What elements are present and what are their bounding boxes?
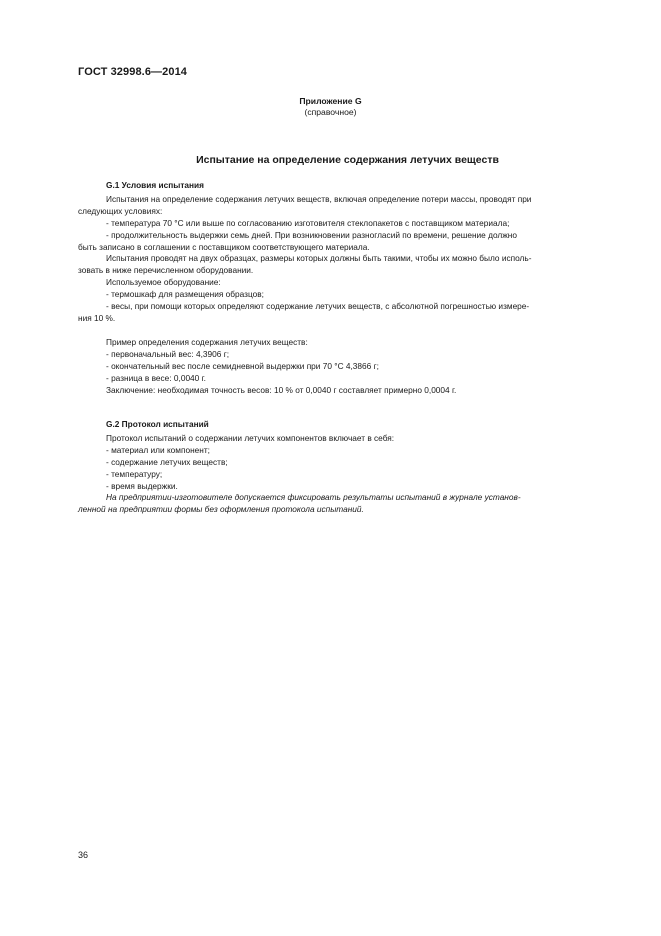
list-item: - продолжительность выдержки семь дней. При возникновении разногласий по времени, решение должно xyxy=(106,229,517,240)
section-g2 xyxy=(78,419,616,516)
page-number: 36 xyxy=(78,850,89,860)
list-item: - время выдержки. xyxy=(106,480,178,491)
paragraph-text: ния 10 %. xyxy=(78,312,116,323)
note-text: ленной на предприятии формы без оформления протокола испытаний. xyxy=(78,504,364,515)
section-g2-heading: G.2 Протокол испытаний xyxy=(106,419,209,429)
list-item: - содержание летучих веществ; xyxy=(106,456,228,467)
paragraph-text: Испытания на определение содержания летучих веществ, включая определение потери массы, проводят при xyxy=(106,193,532,204)
section-g1 xyxy=(78,180,616,396)
section-g1-heading: G.1 Условия испытания xyxy=(106,180,204,190)
paragraph-text: быть записано в соглашении с поставщиком соответствующего материала. xyxy=(78,241,370,252)
annex-title: Приложение G xyxy=(299,96,362,106)
list-item: - температура 70 °С или выше по согласованию изготовителя стеклопакетов с поставщиком материала; xyxy=(106,217,510,228)
page-title: Испытание на определение содержания летучих веществ xyxy=(196,154,499,166)
paragraph-text: следующих условиях: xyxy=(78,205,163,216)
list-item: - окончательный вес после семидневной выдержки при 70 °С 4,3866 г; xyxy=(106,360,379,371)
paragraph-text: зовать в ниже перечисленном оборудовании. xyxy=(78,265,254,276)
list-item: - термошкаф для размещения образцов; xyxy=(106,289,264,300)
annex-heading xyxy=(0,96,661,118)
annex-subtitle: (справочное) xyxy=(304,107,357,117)
paragraph-text: Пример определения содержания летучих веществ: xyxy=(106,336,308,347)
list-item: - температуру; xyxy=(106,468,163,479)
list-item: - материал или компонент; xyxy=(106,444,210,455)
paragraph-text: Испытания проводят на двух образцах, размеры которых должны быть такими, чтобы их можно было исполь- xyxy=(106,253,532,264)
paragraph-text: Используемое оборудование: xyxy=(106,277,221,288)
list-item: - первоначальный вес: 4,3906 г; xyxy=(106,348,230,359)
document-header: ГОСТ 32998.6—2014 xyxy=(78,66,188,78)
list-item: - разница в весе: 0,0040 г. xyxy=(106,372,206,383)
list-item: - весы, при помощи которых определяют содержание летучих веществ, с абсолютной погрешностью измере- xyxy=(106,301,530,312)
paragraph-text: Заключение: необходимая точность весов: 10 % от 0,0040 г составляет примерно 0,0004 г. xyxy=(106,384,457,395)
paragraph-text: Протокол испытаний о содержании летучих компонентов включает в себя: xyxy=(106,432,395,443)
note-text: На предприятии-изготовителе допускается фиксировать результаты испытаний в журнале установ- xyxy=(106,492,521,503)
